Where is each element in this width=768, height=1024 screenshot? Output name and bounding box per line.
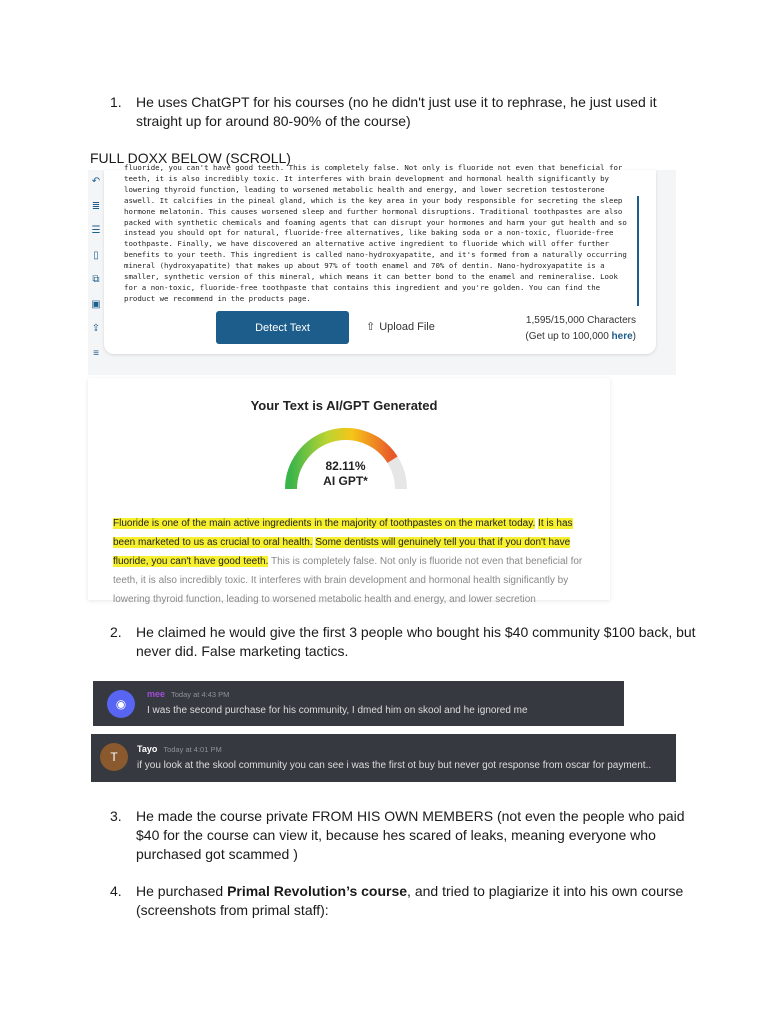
save-icon[interactable]: ▣ [91, 298, 101, 310]
avatar: T [100, 743, 128, 771]
share-icon[interactable]: ⇪ [91, 323, 101, 334]
undo-icon[interactable]: ↶ [91, 176, 101, 187]
upload-label: Upload File [379, 321, 435, 333]
list-number: 3. [110, 808, 122, 824]
list-text: He made the course private FROM HIS OWN MEMBERS (not even the people who paid $40 for the course can view it, because hes scared of leaks, meaning everyone who purchased got scammed ) [136, 808, 685, 862]
discord-avatar-icon: ◉ [107, 690, 135, 718]
list-number: 4. [110, 883, 122, 899]
result-title: Your Text is AI/GPT Generated [250, 398, 438, 413]
list-text-pre: He purchased [136, 883, 228, 899]
list-item-2 [110, 623, 700, 663]
username: mee [147, 689, 166, 699]
list-number: 2. [110, 624, 122, 640]
list-text: He uses ChatGPT for his courses (no he didn't just use it to rephrase, he just used it straight up for around 80-90% of the course) [136, 94, 657, 129]
doc-icon[interactable]: ▯ [93, 249, 99, 261]
list-number: 1. [110, 94, 122, 110]
analyzed-text [113, 514, 583, 609]
upgrade-link[interactable]: here [611, 331, 633, 342]
copy-icon[interactable]: ⧉ [92, 274, 100, 285]
upload-icon: ⇧ [366, 321, 376, 333]
highlight-2: It is has been marketed to us as crucial to oral health. [113, 518, 573, 548]
message-text: if you look at the skool community you can see i was the first ot buy but never got response from oscar for payment.. [137, 760, 652, 771]
course-name: Primal Revolution’s course [227, 883, 408, 899]
upload-file-button[interactable] [366, 320, 435, 333]
detection-result-screenshot [88, 378, 610, 605]
list-icon[interactable]: ≣ [91, 200, 101, 212]
timestamp: Today at 4:43 PM [171, 690, 230, 699]
highlight-1: Fluoride is one of the main active ingredients in the majority of toothpastes on the market today. [113, 518, 536, 529]
menu-icon[interactable]: ≡ [93, 347, 99, 359]
plain-text: This is completely false. Not only is fluoride not even that beneficial for teeth, it is also incredibly toxic. It interferes with brain development and hormonal health significantly by lowering thyroid function, leading to worsened metabolic health and energy, and lower secretion [113, 556, 583, 605]
list-item-3 [110, 807, 700, 865]
toolbar-icons [88, 176, 104, 372]
score-percent: 82.11% [325, 459, 366, 473]
list-item-4 [110, 882, 700, 922]
score-label: AI GPT* [323, 474, 368, 488]
character-count [524, 313, 636, 345]
list-item-1 [110, 93, 700, 133]
highlight-3: Some dentists will genuinely tell you that if you don't have fluoride, you can't have good teeth. [113, 537, 571, 567]
score-display [278, 459, 413, 489]
editor-textarea[interactable] [124, 163, 632, 306]
detector-editor-screenshot [88, 163, 676, 375]
message-header [147, 689, 229, 699]
message-header [137, 744, 222, 754]
upgrade-suffix: ) [632, 331, 636, 342]
detect-text-button[interactable]: Detect Text [216, 311, 349, 344]
message-text: I was the second purchase for his community, I dmed him on skool and he ignored me [147, 705, 528, 716]
upgrade-text [524, 329, 636, 345]
discord-message-1 [93, 681, 624, 726]
upgrade-prefix: (Get up to 100,000 [525, 331, 612, 342]
section-heading: FULL DOXX BELOW (SCROLL) [90, 150, 291, 166]
list-text: He claimed he would give the first 3 people who bought his $40 community $100 back, but never did. False marketing tactics. [136, 624, 696, 659]
scrollbar[interactable] [637, 196, 639, 306]
format-icon[interactable]: ☰ [91, 225, 101, 236]
discord-message-2 [91, 734, 676, 782]
list-text [136, 882, 696, 920]
text-input-card [104, 163, 656, 354]
editor-content: fluoride, you can't have good teeth. This is completely false. Not only is fluoride not even that beneficial for teeth, it is also incredibly toxic. It interferes with brain development and hormonal health significantly by lowering thyroid function, leading to worsened metabolic health and energy, and lower secretion testosterone aswell. It calcifies in the pineal gland, which is the key area in your body responsible for secreting the sleep hormone melatonin. This causes worsened sleep and further hormonal disruptions. Traditional toothpastes are also packed with synthetic chemicals and foaming agents that can disrupt your hormones and harm your gut health and so instead you should opt for natural, fluoride-free alternatives, like baking soda or a non-toxic, fluoride-free toothpaste. Finally, we have discovered an alternative active ingredient to fluoride which will offer further benefits to your teeth. This ingredient is called nano-hydroxyapatite, and it's formed from a naturally occurring mineral (hydroxyapatite) that makes up about 97% of tooth enamel and 70% of dentin. Nano-hydroxyapatite is a smaller, synthetic version of this mineral, which means it can better bond to the enamel and remineralise. Look for a non-toxic, fluoride-free toothpaste that contains this ingredient and you're golden. You can find the product we recommend in the products page. [124, 163, 627, 303]
list-text-post: , and tried to plagiarize it into his own course (screenshots from primal staff): [136, 883, 684, 918]
username: Tayo [137, 744, 158, 754]
timestamp: Today at 4:01 PM [163, 745, 222, 754]
char-count-text: 1,595/15,000 Characters [525, 315, 636, 326]
